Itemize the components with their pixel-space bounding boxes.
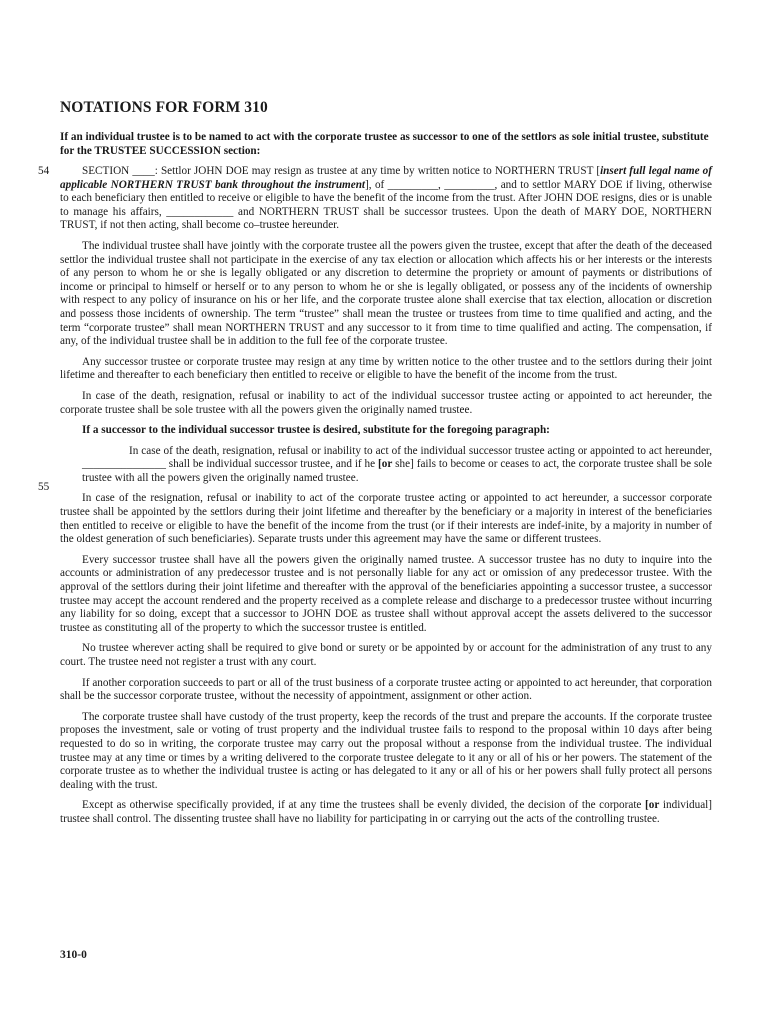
- section-55-paragraph-7: [60, 799, 712, 826]
- section-55-paragraph-6: The corporate trustee shall have custody of the trust property, keep the records of the trust and prepare the accounts. If the corporate trustee proposes the investment, sale or voting of trust property and the individual trustee fails to respond to the proposal within 10 days after being requested to do so in writing, the corporate trustee may carry out the proposal without a response from the individual trustee. The individual trustee may at any time or times by a writing delivered to the corporate trustee delegate to it any or all of his or her powers. The statement of the corporate trustee as to whether the individual trustee is acting or has delegated to it any or all of his or her powers shall fully protect all persons dealing with the trust.: [60, 710, 712, 791]
- section-54-paragraph-1: [60, 165, 712, 233]
- section-55-paragraph-2: In case of the resignation, refusal or inability to act of the corporate trustee acting or appointed to act hereunder, a successor corporate trustee shall be appointed by the settlors during their joint lifetime and thereafter by the beneficiary or a majority in interest of the beneficiaries then entitled to receive or eligible to have the benefit of the income from the trust (or if their interests are indef-inite, by a majority in number of the oldest generation of such beneficiaries). Separate trusts under this agreement may have the same or different trustees.: [60, 492, 712, 546]
- section-55-paragraph-3: Every successor trustee shall have all the powers given the originally named trustee. A successor trustee has no duty to inquire into the accounts or administration of any predecessor trustee and is not personally liable for any act or omission of any predecessor trustee. With the approval of the settlors during their joint lifetime and thereafter with the approval of the beneficiaries appointing a successor trustee, a successor trustee may accept the account rendered and the property received as a complete release and discharge to a predecessor trustee without incurring any liability for so doing, except that a successor to JOHN DOE as trustee shall without approval accept the assets delivered to the successor trustee as constituting all of the property to which the successor trustee is entitled.: [60, 553, 712, 634]
- section-55-paragraph-5: If another corporation succeeds to part or all of the trust business of a corporate trustee acting or appointed to act hereunder, that corporation shall be the successor corporate trustee, without the necessity of appointment, assignment or other action.: [60, 676, 712, 703]
- section-55-p7-bold: [or: [645, 799, 660, 812]
- line-number-54: 54: [38, 165, 50, 177]
- section-55-paragraph-1: [82, 445, 712, 486]
- page-title: NOTATIONS FOR FORM 310: [60, 99, 268, 116]
- section-55-p1-text-a: In case of the death, resignation, refusal or inability to act of the individual successor trustee acting or appointed to act hereunder, _______________ shall be individual successor trustee, and if he: [82, 444, 712, 471]
- section-55-p7-text-b: individual] trustee shall control. The dissenting trustee shall have no liability for participating in or carrying out the acts of the controlling trustee.: [60, 799, 712, 825]
- subheading-instruction: If a successor to the individual successor trustee is desired, substitute for the foregoing paragraph:: [82, 424, 550, 437]
- section-55-paragraph-4: No trustee wherever acting shall be required to give bond or surety or be appointed by or account for the administration of any trust to any court. The trustee need not register a trust with any court.: [60, 642, 712, 668]
- section-54-p1-text-b: ], of _________, _________, and to settlor MARY DOE if living, otherwise to each beneficiary then entitled to receive or eligible to have the benefit of the income from the trust. After JOHN DOE resigns, dies or is unable to manage his affairs, ____________ and NORTHERN TRUST shall be successor trustees. Upon the death of MARY DOE, NORTHERN TRUST, if not then acting, shall become co–trustee hereunder.: [60, 178, 713, 232]
- section-55-p1-bold: [or: [378, 458, 393, 471]
- section-54-p1-italic: insert full legal name of applicable NORTHERN TRUST bank throughout the instrument: [60, 165, 712, 191]
- page-footer-form-number: 310-0: [60, 949, 87, 961]
- line-number-55: 55: [38, 481, 50, 493]
- section-54-paragraph-2: The individual trustee shall have jointly with the corporate trustee all the powers given the trustee, except that after the death of the deceased settlor the individual trustee shall not participate in the exercise of any tax election or allocation which affects his or her interests or the interests of any person to whom he or she is legally obligated or any discretion to determine the propriety or amount of payments or distributions of income or principal to himself or herself or to any person to whom he or she is legally obligated, or possess any of the incidents of ownership with respect to any policy of insurance on his or her life, and the corporate trustee alone shall exercise that tax election, allocation or discretion and possess those incidents of ownership. The term “trustee” shall mean the trustee or trustees from time to time qualified and acting, and the term “corporate trustee” shall mean NORTHERN TRUST and any successor to it from time to time qualified and acting. The compensation, if any, of the individual trustee shall be in addition to the full fee of the corporate trustee.: [60, 239, 712, 348]
- section-55-p7-text-a: Except as otherwise specifically provided, if at any time the trustees shall be evenly divided, the decision of the corporate: [82, 799, 645, 812]
- section-55-p1-text-b: she] fails to become or ceases to act, the corporate trustee shall be sole trustee with all the powers given the originally named trustee.: [82, 458, 712, 484]
- section-54-p1-text-a: SECTION ____: Settlor JOHN DOE may resign as trustee at any time by written notice to NORTHERN TRUST [: [82, 165, 601, 177]
- section-54-body: [60, 165, 712, 834]
- intro-instruction: If an individual trustee is to be named to act with the corporate trustee as successor to one of the settlors as sole initial trustee, substitute for the TRUSTEE SUCCESSION section:: [60, 131, 709, 157]
- section-54-paragraph-3: Any successor trustee or corporate trustee may resign at any time by written notice to the other trustee and to the settlors during their joint lifetime and thereafter to each beneficiary then entitled to receive or eligible to have the benefit of the income from the trust.: [60, 355, 712, 382]
- section-54-paragraph-4: In case of the death, resignation, refusal or inability to act of the individual successor trustee acting or appointed to act hereunder, the corporate trustee shall be sole trustee with all the powers given the originally named trustee.: [60, 389, 712, 416]
